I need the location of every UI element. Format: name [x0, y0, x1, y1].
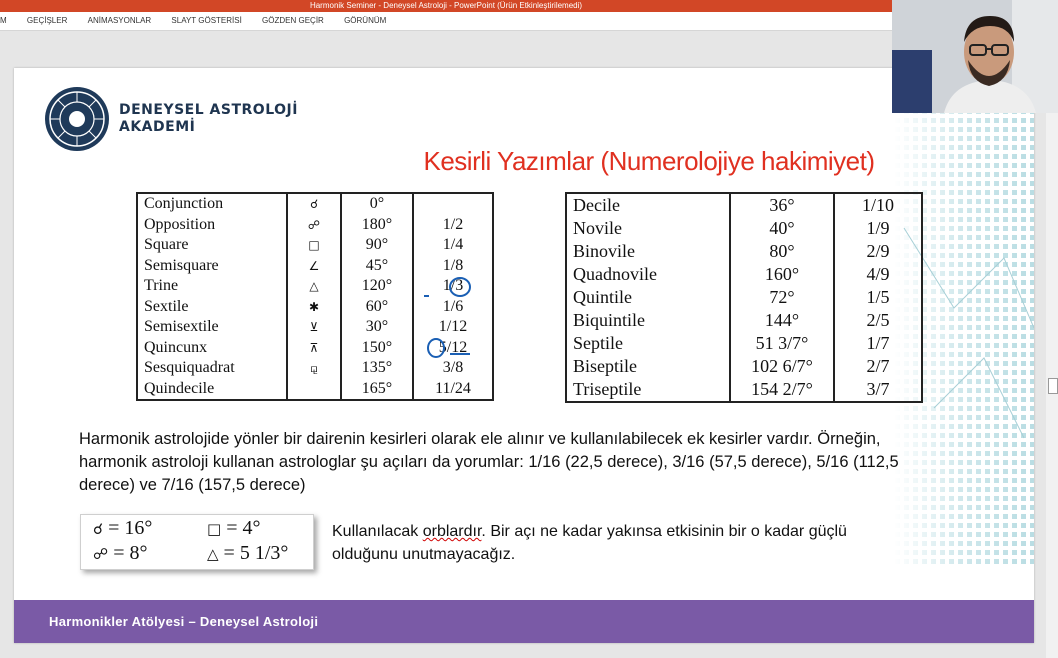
tab-view[interactable]: GÖRÜNÜM — [344, 16, 387, 25]
orb-square-value: = 4° — [226, 517, 261, 539]
aspect-degree: 80° — [730, 240, 834, 263]
aspect-degree: 72° — [730, 286, 834, 309]
orb-conjunction — [93, 517, 152, 540]
aspect-degree: 90° — [341, 235, 413, 256]
table-row — [566, 332, 922, 355]
aspect-fraction: 2/9 — [866, 241, 890, 261]
orb-opposition — [93, 542, 147, 565]
table-row — [137, 193, 493, 215]
square-icon: □ — [207, 520, 222, 538]
table-row — [137, 215, 493, 236]
academy-name-line1: DENEYSEL ASTROLOJİ — [119, 102, 298, 118]
orb-values-box[interactable] — [80, 514, 314, 570]
orb-note[interactable] — [332, 520, 912, 566]
aspect-degree: 120° — [341, 276, 413, 297]
aspect-name: Conjunction — [137, 193, 287, 215]
aspect-fraction: 1/5 — [866, 287, 890, 307]
aspect-fraction: 5/12 — [438, 338, 468, 356]
harmonic-paragraph[interactable]: Harmonik astrolojide yönler bir dairenin kesirleri olarak ele alınır ve kullanılabilecek ek kesirler vardır. Örneğin, harmonik astroloji kullanan astrologlar şu açıları da yorumlar: 1/16 (22,5 derece), 3/16 (57,5 derece), 5/16 (112,5 derece) ve 7/16 (157,5 derece) — [79, 430, 899, 494]
slide-canvas[interactable] — [14, 68, 1034, 643]
webcam-overlay — [892, 0, 1058, 113]
table-row — [566, 240, 922, 263]
aspect-fraction: 1/8 — [442, 256, 464, 274]
conjunction-icon: ☌ — [93, 520, 104, 538]
table-row — [566, 193, 922, 217]
table-row — [566, 263, 922, 286]
aspect-fraction: 1/4 — [442, 236, 464, 253]
aspect-degree: 165° — [341, 379, 413, 401]
aspect-fraction: 11/24 — [435, 379, 471, 397]
aspect-table-minor[interactable] — [565, 192, 923, 403]
aspect-name: Opposition — [137, 215, 287, 236]
aspect-glyph-icon — [287, 379, 341, 401]
aspect-fraction: 1/10 — [861, 195, 894, 215]
spellcheck-word: orblardır — [422, 523, 482, 540]
aspect-glyph-icon: △ — [287, 276, 341, 297]
tab-transitions[interactable]: GEÇİŞLER — [26, 16, 68, 25]
aspect-name: Septile — [566, 332, 730, 355]
aspect-glyph-icon: ⚼ — [287, 358, 341, 379]
aspect-name: Trine — [137, 276, 287, 297]
aspect-degree: 60° — [341, 297, 413, 318]
vertical-scrollbar[interactable] — [1046, 113, 1058, 658]
aspect-degree: 144° — [730, 309, 834, 332]
aspect-name: Decile — [566, 193, 730, 217]
orb-opposition-value: = 8° — [113, 542, 148, 564]
aspect-degree: 45° — [341, 256, 413, 277]
aspect-name: Sextile — [137, 297, 287, 318]
slide-footer-bar — [14, 600, 1034, 643]
window-title: Harmonik Seminer - Deneysel Astroloji - PowerPoint (Ürün Etkinleştirilemedi) — [309, 1, 583, 10]
tab-file[interactable]: M — [0, 16, 7, 25]
aspect-degree: 180° — [341, 215, 413, 236]
orb-note-prefix: Kullanılacak — [332, 523, 423, 540]
aspect-glyph-icon: ✱ — [287, 297, 341, 318]
table-row — [566, 217, 922, 240]
aspect-degree: 40° — [730, 217, 834, 240]
table-row — [566, 286, 922, 309]
orb-trine-value: = 5 1/3° — [223, 542, 289, 564]
aspect-name: Quincunx — [137, 338, 287, 359]
aspect-glyph-icon: ⊼ — [287, 338, 341, 359]
table-row — [566, 355, 922, 378]
aspect-name: Quadnovile — [566, 263, 730, 286]
aspect-name: Biquintile — [566, 309, 730, 332]
aspect-glyph-icon: ⊻ — [287, 317, 341, 338]
ribbon-tabs — [0, 12, 892, 31]
aspect-name: Quintile — [566, 286, 730, 309]
academy-name — [119, 102, 298, 136]
aspect-fraction: 1/6 — [442, 297, 464, 315]
aspect-glyph-icon: ☍ — [287, 215, 341, 236]
aspect-name: Triseptile — [566, 378, 730, 402]
aspect-name: Biseptile — [566, 355, 730, 378]
aspect-degree: 0° — [341, 193, 413, 215]
aspect-degree: 150° — [341, 338, 413, 359]
aspect-degree: 36° — [730, 193, 834, 217]
aspect-glyph-icon: ∠ — [287, 256, 341, 277]
aspect-fraction: 1/2 — [442, 215, 464, 233]
aspect-name: Quindecile — [137, 379, 287, 401]
aspect-fraction: 1/7 — [866, 333, 890, 353]
aspect-fraction: 3/8 — [442, 359, 464, 376]
tab-slide-show[interactable]: SLAYT GÖSTERİSİ — [171, 16, 242, 25]
aspect-name: Sesquiquadrat — [137, 358, 287, 379]
tab-review[interactable]: GÖZDEN GEÇİR — [262, 16, 324, 25]
pen-annotations — [414, 268, 484, 368]
table-row — [137, 379, 493, 401]
orb-trine — [207, 542, 288, 565]
orb-conjunction-value: = 16° — [108, 517, 153, 539]
aspect-glyph-icon: □ — [287, 235, 341, 256]
orb-note-suffix: . Bir açı ne kadar yakınsa etkisinin bir o kadar güçlü olduğunu unutmayacağız. — [332, 523, 847, 563]
orb-square — [207, 517, 260, 540]
presenter-video-icon — [892, 0, 1058, 113]
aspect-degree: 154 2/7° — [730, 378, 834, 402]
table-row — [566, 309, 922, 332]
aspect-fraction: 3/7 — [866, 379, 890, 399]
aspect-name: Binovile — [566, 240, 730, 263]
aspect-name: Novile — [566, 217, 730, 240]
aspect-degree: 135° — [341, 358, 413, 379]
table-row — [137, 235, 493, 256]
footer-text: Harmonikler Atölyesi – Deneysel Astroloji — [49, 614, 319, 629]
window-title-bar — [0, 0, 892, 12]
aspect-fraction: 2/5 — [866, 310, 890, 330]
aspect-fraction — [413, 193, 493, 215]
aspect-degree: 160° — [730, 263, 834, 286]
aspect-degree: 30° — [341, 317, 413, 338]
aspect-fraction: 4/9 — [866, 264, 890, 284]
aspect-degree: 102 6/7° — [730, 355, 834, 378]
aspect-fraction: 1/9 — [866, 218, 890, 238]
academy-name-line2: AKADEMİ — [119, 119, 196, 135]
aspect-fraction: 2/7 — [866, 356, 890, 376]
aspect-degree: 51 3/7° — [730, 332, 834, 355]
scrollbar-thumb[interactable] — [1048, 378, 1058, 394]
aspect-name: Semisextile — [137, 317, 287, 338]
aspect-glyph-icon: ☌ — [287, 193, 341, 215]
tab-animations[interactable]: ANİMASYONLAR — [87, 16, 152, 25]
aspect-name: Square — [137, 235, 287, 256]
aspect-fraction: 1/3 — [442, 277, 464, 294]
trine-icon: △ — [207, 545, 219, 563]
slide-title[interactable]: Kesirli Yazımlar (Numerolojiye hakimiyet) — [423, 146, 875, 176]
zodiac-wheel-logo — [44, 86, 110, 152]
opposition-icon: ☍ — [93, 545, 109, 563]
table-row — [566, 378, 922, 402]
aspect-fraction: 1/12 — [438, 318, 468, 335]
aspect-name: Semisquare — [137, 256, 287, 277]
